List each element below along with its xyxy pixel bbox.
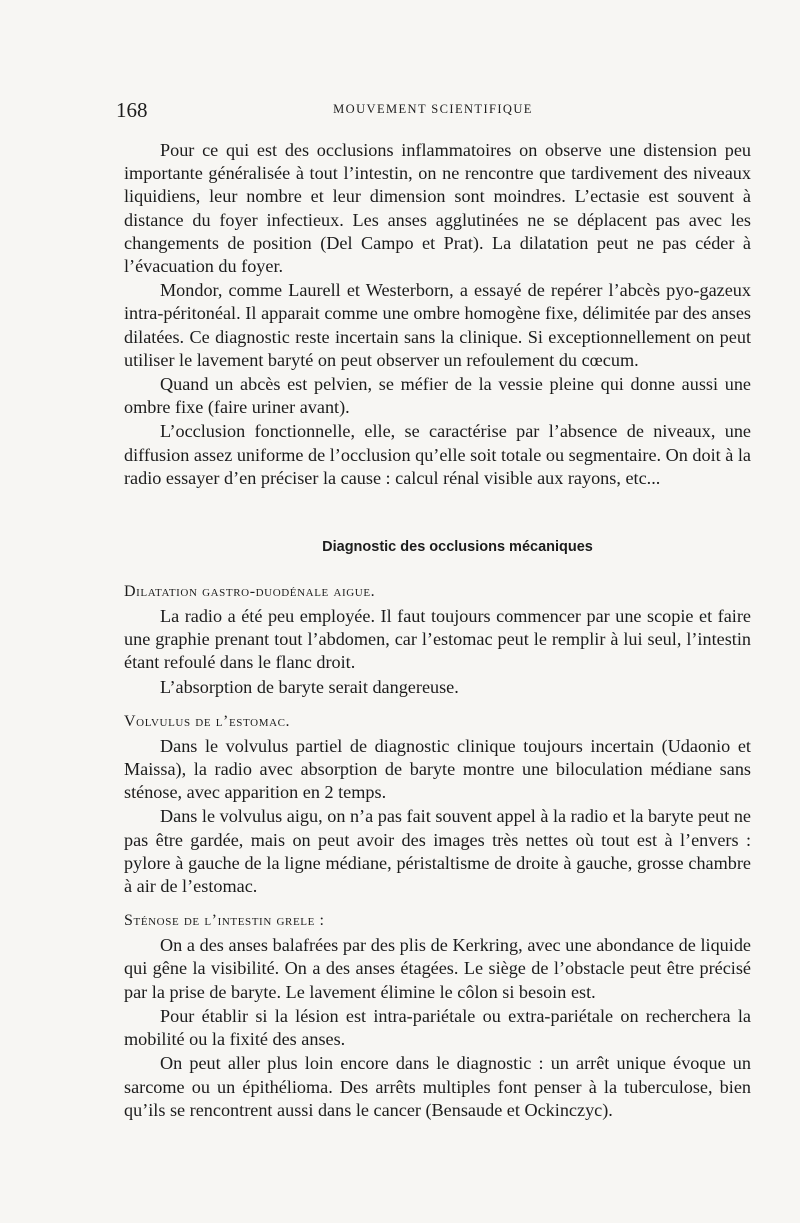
- paragraph: Pour établir si la lésion est intra-pariétale ou extra-pariétale on recherchera la mobilité ou la fixité des anses.: [124, 1005, 751, 1050]
- paragraph: La radio a été peu employée. Il faut toujours commencer par une scopie et faire une graphie prenant tout l’abdomen, car l’estomac peut le remplir à lui seul, l’intestin étant refoulé dans le flanc droit.: [124, 606, 751, 673]
- page-header: [116, 98, 750, 122]
- paragraph: Dans le volvulus aigu, on n’a pas fait souvent appel à la radio et la baryte peut ne pas être gardée, mais on peut avoir des images très nettes où tout est à l’envers : pylore à gauche de la ligne médiane, péristaltisme de droite à gauche, grosse chambre à air de l’estomac.: [124, 806, 751, 897]
- subsection-heading: Dilatation gastro-duodénale aigue.: [124, 583, 376, 601]
- paragraph: L’occlusion fonctionnelle, elle, se caractérise par l’absence de niveaux, une diffusion assez uniforme de l’occlusion qu’elle soit totale ou segmentaire. On doit à la radio essayer d’en préciser la cause : calcul rénal visible aux rayons, etc...: [124, 421, 751, 488]
- running-title: MOUVEMENT SCIENTIFIQUE: [333, 102, 533, 116]
- paragraph: Quand un abcès est pelvien, se méfier de la vessie pleine qui donne aussi une ombre fixe (faire uriner avant).: [124, 374, 751, 418]
- paragraph: Pour ce qui est des occlusions inflammatoires on observe une distension peu importante généralisée à tout l’intestin, on ne rencontre que tardivement des niveaux liquidiens, leur nombre et leur dimension sont moindres. L’ectasie est souvent à distance du foyer infectieux. Les anses agglutinées ne se déplacent pas avec les changements de position (Del Campo et Prat). La dilatation peut ne pas céder à l’évacuation du foyer.: [124, 140, 751, 277]
- paragraph: On a des anses balafrées par des plis de Kerkring, avec une abondance de liquide qui gêne la visibilité. On a des anses étagées. Le siège de l’obstacle peut être précisé par la prise de baryte. Le lavement élimine le côlon si besoin est.: [124, 935, 751, 1002]
- page-body: [124, 139, 751, 1122]
- paragraph: Mondor, comme Laurell et Westerborn, a essayé de repérer l’abcès pyo-gazeux intra-péritonéal. Il apparait comme une ombre homogène fixe, délimitée par des anses dilatées. Ce diagnostic reste incertain sans la clinique. Si exceptionnellement on peut utiliser le lavement baryté on peut observer un refoulement du cœcum.: [124, 280, 751, 370]
- paragraph: Dans le volvulus partiel de diagnostic clinique toujours incertain (Udaonio et Maissa), la radio avec absorption de baryte montre une biloculation médiane sans sténose, avec apparition en 2 temps.: [124, 735, 751, 803]
- paragraph: On peut aller plus loin encore dans le diagnostic : un arrêt unique évoque un sarcome ou un épithélioma. Des arrêts multiples font penser à la tuberculose, bien qu’ils se rencontrent aussi dans le cancer (Bensaude et Ockinczyc).: [124, 1053, 751, 1120]
- page-number: 168: [116, 98, 148, 122]
- section-title: Diagnostic des occlusions mécaniques: [322, 539, 593, 556]
- paragraph: L’absorption de baryte serait dangereuse.: [160, 676, 459, 697]
- subsection-heading: Sténose de l’intestin grele :: [124, 912, 325, 930]
- subsection-heading: Volvulus de l’estomac.: [124, 712, 291, 730]
